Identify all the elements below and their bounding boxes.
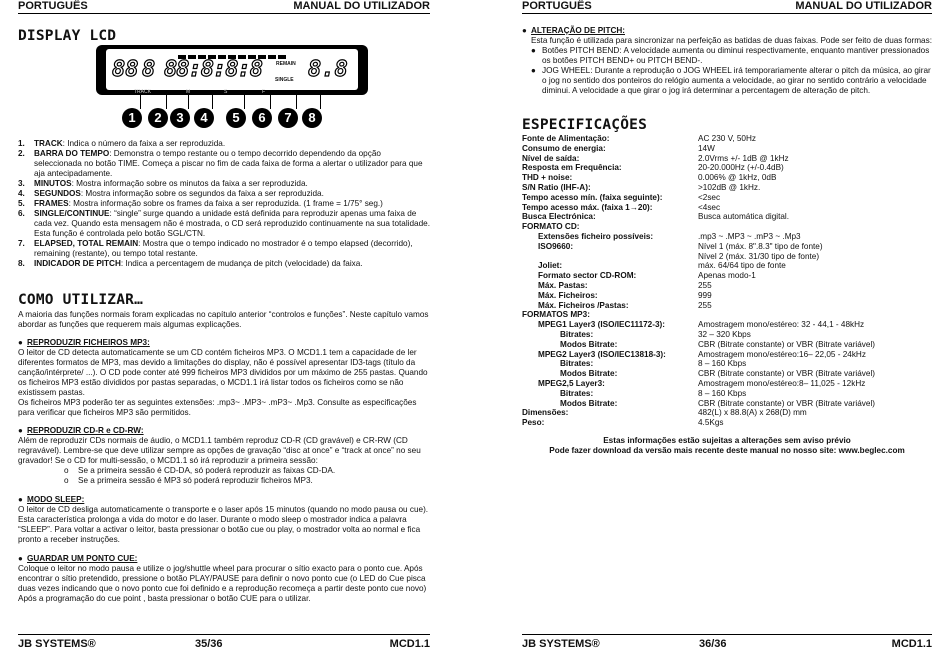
spec-row xyxy=(522,320,932,330)
spec-key xyxy=(522,252,698,262)
header-title: MANUAL DO UTILIZADOR xyxy=(795,0,932,12)
spec-row xyxy=(522,291,932,301)
bullet-icon: ● xyxy=(531,66,536,75)
spec-value: <4sec xyxy=(698,202,721,212)
sleep-title: MODO SLEEP: xyxy=(27,495,85,504)
spec-row xyxy=(522,379,932,389)
lcd-label-track: TRACK xyxy=(134,89,151,95)
howto-intro: A maioria das funções normais foram explicadas no capítulo anterior “controlos e funções”. Neste capítulo vamos abordar as funções que requerem mais algumas explicações. xyxy=(18,310,429,329)
callout-5: 5 xyxy=(226,108,246,128)
spec-key: Extensões ficheiro possíveis: xyxy=(538,231,654,241)
sub-bullet-icon: o xyxy=(64,476,69,485)
sleep-paragraph: O leitor de CD desliga automaticamente o transporte e o laser após 15 minutos (quando no modo pausa ou cue). Esta característica prolonga a vida do motor e do laser. Durante o modo sleep o mostrador indica a palavra “SLEEP”. Para voltar a activar o leitor, basta pressionar o botão cue ou play, o mostrador volta ao normal e fica pronto a receber instruções. xyxy=(18,505,429,544)
spec-row xyxy=(522,222,932,232)
header-language: PORTUGUÊS xyxy=(522,0,592,12)
lcd-screen xyxy=(106,49,358,90)
bullet-icon: ● xyxy=(531,46,536,55)
spec-key: MPEG1 Layer3 (ISO/IEC11172-3): xyxy=(538,320,665,330)
sub-bullet-icon: o xyxy=(64,466,69,475)
callout-4: 4 xyxy=(194,108,214,128)
lcd-legend-list xyxy=(18,139,430,269)
spec-key: Fonte de Alimentação: xyxy=(522,134,610,143)
howto-title: COMO UTILIZAR… xyxy=(18,292,144,308)
cdrw-sub-2: Se a primeira sessão é MP3 só poderá reproduzir ficheiros MP3. xyxy=(78,476,313,485)
spec-value: 4.5Kgs xyxy=(698,418,724,428)
lcd-diagram xyxy=(96,45,368,95)
spec-key: Modos Bitrate: xyxy=(560,369,618,379)
spec-key: Modos Bitrate: xyxy=(560,398,618,408)
pitch-bullet-2: JOG WHEEL: Durante a reprodução o JOG WHEEL irá temporariamente alterar o pitch da música, ao girar o jog no sentido dos ponteiros do relógio aumenta a velocidade, ao girar no sentido contrário a velocidade diminui. A velocidade a que girar o jog irá determinar a percentagem de alteração de pitch. xyxy=(542,66,931,95)
spec-row xyxy=(522,330,932,340)
spec-key: FORMATO CD: xyxy=(522,222,580,232)
spec-key: THD + noise: xyxy=(522,173,573,183)
spec-row xyxy=(522,340,932,350)
spec-value: 14W xyxy=(698,143,715,153)
spec-row xyxy=(522,212,932,222)
spec-key: Máx. Ficheiros: xyxy=(538,290,598,300)
spec-key: S/N Ratio (IHF-A): xyxy=(522,182,591,192)
bullet-icon: ● xyxy=(522,26,527,35)
right-page xyxy=(522,0,932,654)
left-page xyxy=(18,0,430,654)
bullet-icon: ● xyxy=(18,554,23,563)
pitch-bullet-1: Botões PITCH BEND: A velocidade aumenta ou diminui respectivamente, enquanto mantiver pressionados os botões PITCH BEND+ ou PITCH BEND-. xyxy=(542,46,930,65)
spec-row xyxy=(522,369,932,379)
spec-key: Bitrates: xyxy=(560,329,594,339)
spec-row xyxy=(522,418,932,428)
spec-row xyxy=(522,281,932,291)
spec-row xyxy=(522,232,932,242)
spec-value: 32 – 320 Kbps xyxy=(698,329,751,339)
spec-key: Dimensões: xyxy=(522,408,569,418)
spec-value: 8 – 160 Kbps xyxy=(698,388,747,398)
page-footer xyxy=(18,634,430,651)
page-header xyxy=(18,0,430,14)
callout-7: 7 xyxy=(278,108,298,128)
spec-value: 8 – 160 Kbps xyxy=(698,359,747,369)
callout-8: 8 xyxy=(302,108,322,128)
spec-row xyxy=(522,173,932,183)
spec-value: 999 xyxy=(698,290,712,300)
list-item: 7. ELAPSED, TOTAL REMAIN: Mostra que o tempo indicado no mostrador é o tempo elapsed (decorrido), remaining (restante), ou tempo total restante. xyxy=(18,239,413,258)
cdrw-section xyxy=(18,426,430,486)
spec-row xyxy=(522,183,932,193)
spec-value: Amostragem mono/estéreo:16– 22,05 - 24kHz xyxy=(698,349,866,359)
sleep-section xyxy=(18,495,430,545)
notice-line-1: Estas informações estão sujeitas a alterações sem aviso prévio xyxy=(603,436,851,445)
spec-row xyxy=(522,144,932,154)
spec-title: ESPECIFICAÇÕES xyxy=(522,117,648,133)
spec-value: 255 xyxy=(698,300,712,310)
spec-key: Tempo acesso máx. (faixa 1→20): xyxy=(522,202,653,212)
spec-row xyxy=(522,408,932,418)
spec-key: Nível de saída: xyxy=(522,153,580,163)
track-digits: 88 xyxy=(112,57,139,82)
spec-value: <2sec xyxy=(698,192,721,202)
spec-value: Nível 1 (máx. 8".8.3" tipo de fonte) xyxy=(698,241,823,251)
spec-value: máx. 64/64 tipo de fonte xyxy=(698,261,786,271)
spec-key: Máx. Pastas: xyxy=(538,280,588,290)
spec-row xyxy=(522,389,932,399)
spec-key: Joliet: xyxy=(538,261,563,271)
list-item: 5. FRAMES: Mostra informação sobre os frames da faixa a ser reproduzida. (1 frame = 1/75° seg.) xyxy=(18,199,383,208)
callout-2: 2 xyxy=(148,108,168,128)
spec-value: 20-20.000Hz (+/-0.4dB) xyxy=(698,163,784,173)
footer-page-number: 35/36 xyxy=(195,638,223,650)
spec-value: Amostragem mono/estéreo:8– 11,025 - 12kHz xyxy=(698,378,866,388)
footer-brand: JB SYSTEMS® xyxy=(18,638,96,650)
page-footer xyxy=(522,634,932,651)
cdrw-sub-1: Se a primeira sessão é CD-DA, só poderá reproduzir as faixas CD-DA. xyxy=(78,466,336,475)
spec-value: 2.0Vrms +/- 1dB @ 1kHz xyxy=(698,153,789,163)
spec-row xyxy=(522,301,932,311)
spec-key: Resposta em Frequência: xyxy=(522,163,622,173)
notice-line-2: Pode fazer download da versão mais recente deste manual no nosso site: www.beglec.com xyxy=(549,446,905,455)
pitch-digits: 8.8 xyxy=(308,57,348,82)
lcd-section-title: DISPLAY LCD xyxy=(18,28,117,44)
spec-key: Peso: xyxy=(522,418,545,428)
spec-value: .mp3 ~ .MP3 ~ .mP3 ~ .Mp3 xyxy=(698,231,801,241)
spec-row xyxy=(522,203,932,213)
spec-value: 0.006% @ 1kHz, 0dB xyxy=(698,173,777,183)
spec-row xyxy=(522,193,932,203)
bullet-icon: ● xyxy=(18,426,23,435)
spec-value: AC 230 V, 50Hz xyxy=(698,134,756,143)
spec-value: CBR (Bitrate constante) or VBR (Bitrate variável) xyxy=(698,398,875,408)
notice xyxy=(522,436,932,456)
spec-value: 255 xyxy=(698,280,712,290)
bullet-icon: ● xyxy=(18,495,23,504)
spec-value: Amostragem mono/estéreo: 32 - 44,1 - 48kHz xyxy=(698,320,865,330)
cue-title: GUARDAR UM PONTO CUE: xyxy=(27,554,138,563)
page-header xyxy=(522,0,932,14)
spec-value: CBR (Bitrate constante) or VBR (Bitrate variável) xyxy=(698,369,875,379)
cue-section xyxy=(18,554,430,604)
pitch-section xyxy=(522,26,932,96)
spec-key: Tempo acesso mín. (faixa seguinte): xyxy=(522,192,663,202)
lcd-label-s: S xyxy=(224,89,228,95)
spec-key: ISO9660: xyxy=(538,241,574,251)
spec-row xyxy=(522,261,932,271)
list-item: 2. BARRA DO TEMPO: Demonstra o tempo restante ou o tempo decorrido dependendo da opção seleccionada no botão TIME. Começa a piscar no fim de cada faixa de forma a alertar o utilizador para que aja antecipadamente. xyxy=(18,149,423,178)
spec-value: CBR (Bitrate constante) or VBR (Bitrate variável) xyxy=(698,339,875,349)
header-language: PORTUGUÊS xyxy=(18,0,88,12)
lcd-label-f: F xyxy=(262,89,266,95)
spec-key: Formato sector CD-ROM: xyxy=(538,271,637,281)
mp3-paragraph-1: O leitor de CD detecta automaticamente se um CD contém ficheiros MP3. O MCD1.1 tem a capacidade de ler diferentes formatos de MP3, mas devido a limitações do display, não é possível apresentar ID3-tags (título da canção/intérprete/ ...). O CD pode conter até 999 ficheiros MP3 divididos por um máximo de 255 pastas. Quando os ficheiros MP3 estão divididos por pastas separadas, o MCD1.1 irá listar todos os ficheiros como se não existissem pastas. xyxy=(18,348,428,397)
footer-model: MCD1.1 xyxy=(389,638,430,650)
dot-digit: 8 xyxy=(142,57,156,82)
header-title: MANUAL DO UTILIZADOR xyxy=(293,0,430,12)
spec-key: Busca Electrónica: xyxy=(522,212,596,222)
callout-6: 6 xyxy=(252,108,272,128)
list-item: 1. TRACK: Indica o número da faixa a ser reproduzida. xyxy=(18,139,226,148)
spec-row xyxy=(522,252,932,262)
spec-value: 482(L) x 88.8(A) x 268(D) mm xyxy=(698,408,807,418)
spec-row xyxy=(522,242,932,252)
cdrw-paragraph: Além de reproduzir CDs normais de áudio, o MCD1.1 também reproduz CD-R (CD gravável) e CR-RW (CD regravável). Lembre-se que deve utilizar sempre as opções de gravação “disc at once” e “track at once” no seu gravador! Se o CD for multi-sessão, o MCD1.1 só irá reproduzir a primeira sessão: xyxy=(18,436,421,465)
single-flag: SINGLE xyxy=(275,77,294,83)
cue-paragraph-2: Após a programação do cue point , basta pressionar o botão CUE para o utilizar. xyxy=(18,594,311,603)
spec-key: FORMATOS MP3: xyxy=(522,310,590,320)
list-item: 4. SEGUNDOS: Mostra informação sobre os segundos da faixa a ser reproduzida. xyxy=(18,189,324,198)
list-item: 3. MINUTOS: Mostra informação sobre os minutos da faixa a ser reproduzida. xyxy=(18,179,308,188)
list-item: 6. SINGLE/CONTINUE: “single” surge quando a unidade está definida para reproduzir apenas uma faixa de cada vez. Quando esta mensagem não é mostrada, o CD será reproduzido continuamente na sua totalidade. Esta função é controlada pelo botão SGL/CTN. xyxy=(18,209,430,238)
spec-table xyxy=(522,134,932,428)
spec-row xyxy=(522,154,932,164)
footer-model: MCD1.1 xyxy=(891,638,932,650)
list-item: 8. INDICADOR DE PITCH: Indica a percentagem de mudança de pitch (velocidade) da faixa. xyxy=(18,259,363,268)
pitch-title: ALTERAÇÃO DE PITCH: xyxy=(531,26,625,35)
spec-row xyxy=(522,350,932,360)
spec-row xyxy=(522,399,932,409)
callout-1: 1 xyxy=(122,108,142,128)
mp3-section xyxy=(18,338,430,418)
pitch-paragraph: Esta função é utilizada para sincronizar na perfeição as batidas de duas faixas. Pode ser feito de duas formas: xyxy=(531,36,932,45)
spec-key: MPEG2 Layer3 (ISO/IEC13818-3): xyxy=(538,349,666,359)
spec-key: MPEG2,5 Layer3: xyxy=(538,378,605,388)
time-digits: 88:8:8:8 xyxy=(164,57,262,82)
spec-key: Consumo de energia: xyxy=(522,143,606,153)
spec-key: Máx. Ficheiros /Pastas: xyxy=(538,300,629,310)
spec-row xyxy=(522,134,932,144)
footer-page-number: 36/36 xyxy=(699,638,727,650)
cue-paragraph-1: Coloque o leitor no modo pausa e utilize o jog/shuttle wheel para procurar o sítio exacto para o ponto cue. Após encontrar o sítio pretendido, pressione o botão PLAY/PAUSE para definir o novo ponto cue (o LED do Cue pisca duas vezes indicando que o novo ponto cue foi definido e a reprodução recomeça a partir deste ponto cue novo) xyxy=(18,564,427,593)
spec-row xyxy=(522,310,932,320)
spec-key: Modos Bitrate: xyxy=(560,339,618,349)
mp3-title: REPRODUZIR FICHEIROS MP3: xyxy=(27,338,150,347)
spec-key: Bitrates: xyxy=(560,359,594,369)
spec-row xyxy=(522,359,932,369)
spec-value: >102dB @ 1kHz. xyxy=(698,182,761,192)
mp3-paragraph-2: Os ficheiros MP3 poderão ter as seguintes extensões: .mp3~ .MP3~ .mP3~ .Mp3. Consulte as especificações para verificar que ficheiros MP3 são permitidos. xyxy=(18,398,417,417)
spec-value: Apenas modo-1 xyxy=(698,271,756,281)
spec-row xyxy=(522,271,932,281)
footer-brand: JB SYSTEMS® xyxy=(522,638,600,650)
bullet-icon: ● xyxy=(18,338,23,347)
spec-key: Bitrates: xyxy=(560,388,594,398)
remain-flag: REMAIN xyxy=(276,61,296,67)
spec-row xyxy=(522,163,932,173)
callout-3: 3 xyxy=(170,108,190,128)
spec-value: Nível 2 (máx. 31/30 tipo de fonte) xyxy=(698,251,820,261)
spec-value: Busca automática digital. xyxy=(698,212,790,222)
lcd-label-m: M xyxy=(186,89,191,95)
cdrw-title: REPRODUZIR CD-R e CD-RW: xyxy=(27,426,144,435)
